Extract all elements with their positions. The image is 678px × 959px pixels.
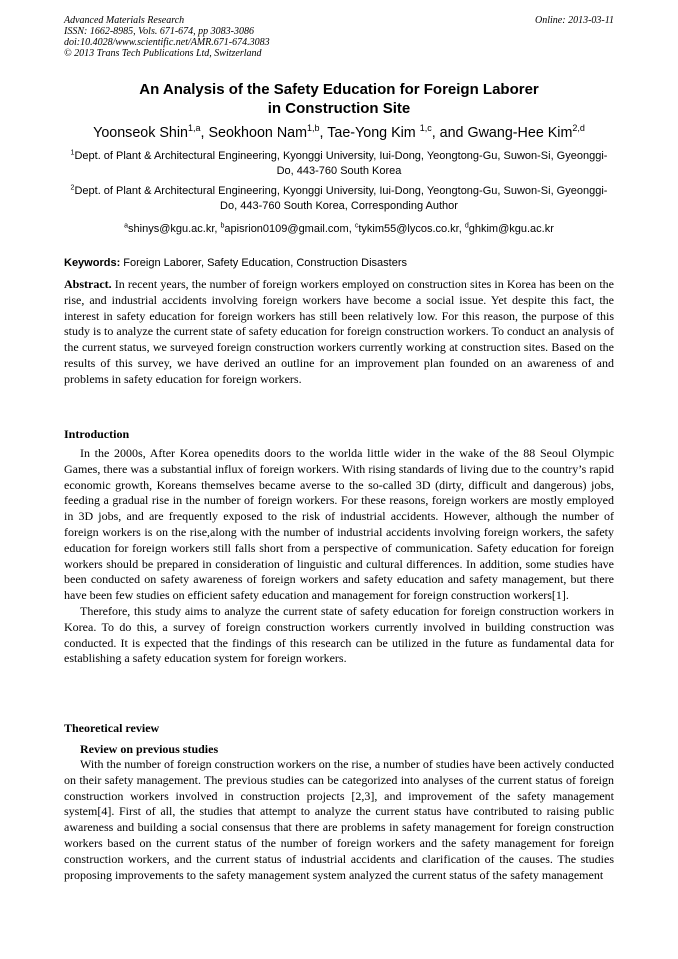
journal-doi: doi:10.4028/www.scientific.net/AMR.671-674.3083 <box>64 37 270 48</box>
author-affil-mark: 1,b <box>307 123 320 134</box>
author-name: Tae-Yong Kim <box>327 125 420 141</box>
author-affil-mark: 2,d <box>572 123 585 134</box>
affiliation-text: Dept. of Plant & Architectural Engineering, Kyonggi University, Iui-Dong, Yeongtong-Gu, Suwon-Si, Gyeonggi-Do, 443-760 South Korea <box>74 150 608 177</box>
email-address: tykim55@lycos.co.kr, <box>358 223 465 235</box>
author-separator: , and <box>431 125 468 141</box>
previous-studies-subheading: Review on previous studies <box>80 742 219 756</box>
journal-issn: ISSN: 1662-8985, Vols. 671-674, pp 3083-3086 <box>64 26 254 37</box>
introduction-paragraph-1: In the 2000s, After Korea openedits doors to the worlda little wider in the wake of the 88 Seoul Olympic Games, there was a substantial influx of foreign workers. With rising standards of living due to the country’s rapid economic growth, Koreans themselves became averse to the so-called 3D (dirty, difficult and dangerous) jobs, feeding a gradual rise in the number of foreign workers. For these reasons, foreign workers are mostly employed in 3D jobs, and are frequently exposed to the risk of industrial accidents. However, although the number of foreign workers is on the rise,along with the number of industrial accidents involving foreign workers, the safety education for foreign workers still falls short from a perspective of communication. Safety education for foreign workers should be prepared in consideration of linguistic and cultural differences. In addition, some studies have been conducted on safety awareness of foreign workers and safety education and safety management, but there have been few studies on efficient safety education and management for foreign construction workers[1]. <box>64 446 614 603</box>
affiliation-2 <box>64 184 614 214</box>
affiliation-mark: 2 <box>70 184 75 192</box>
journal-copyright: © 2013 Trans Tech Publications Ltd, Switzerland <box>64 48 262 59</box>
introduction-body <box>64 446 614 667</box>
affiliation-1 <box>64 149 614 179</box>
journal-name: Advanced Materials Research <box>64 15 185 26</box>
email-mark: c <box>354 222 359 230</box>
author-name: Seokhoon Nam <box>208 125 308 141</box>
author-list <box>64 124 614 142</box>
email-address: apisrion0109@gmail.com, <box>224 223 355 235</box>
theoretical-paragraph-1: With the number of foreign construction workers on the rise, a number of studies have been actively conducted on their safety management. The previous studies can be categorized into analyses of the current status of foreign construction workers involved in construction projects [2,3], and improvement of the safety management system[4]. First of all, the studies that attempt to analyze the current status have contributed to raising public awareness and building a social consensus that there are problems in safety management for foreign construction workers based on the current status of the number of foreign workers and the safety management for foreign construction workers, and the current status of industrial accidents and clarification of the causes. The studies proposing improvements to the safety management system analyzed the current status of the safety management <box>64 757 614 882</box>
journal-header <box>64 15 614 59</box>
author-name: Yoonseok Shin <box>93 125 188 141</box>
theoretical-review-body <box>64 757 614 883</box>
theoretical-review-heading: Theoretical review <box>64 721 160 735</box>
author-separator: , <box>200 125 209 141</box>
author-name: Gwang-Hee Kim <box>467 125 573 141</box>
abstract-text: In recent years, the number of foreign workers employed on construction sites in Korea has been on the rise, and industrial accidents involving foreign workers have become a social issue. Yet despite this fact, the interest in safety education for foreign workers has still been relatively low. For this reason, the purpose of this study is to analyze the current state of safety education for foreign construction workers. To conduct an analysis of the current status, we surveyed foreign construction workers currently working at construction sites. Based on the results of this survey, we have derived an outline for an improvement plan founded on an awareness of and problems in safety education for foreign workers. <box>64 277 614 386</box>
affiliation-mark: 1 <box>70 149 75 157</box>
keywords-text: Foreign Laborer, Safety Education, Construction Disasters <box>120 257 408 269</box>
author-affil-mark: 1,a <box>187 123 201 134</box>
introduction-heading: Introduction <box>64 427 130 441</box>
abstract-label: Abstract. <box>64 277 112 291</box>
author-separator: , <box>319 125 328 141</box>
affiliation-text: Dept. of Plant & Architectural Engineering, Kyonggi University, Iui-Dong, Yeongtong-Gu, Suwon-Si, Gyeonggi-Do, 443-760 South Korea, Corresponding Author <box>74 185 608 212</box>
author-emails <box>64 222 614 237</box>
introduction-paragraph-2: Therefore, this study aims to analyze the current state of safety education for foreign construction workers in Korea. To do this, a survey of foreign construction workers currently involved in building construction was conducted. It is expected that the findings of this research can be utilized in the future as fundamental data for establishing a safety education system for foreign workers. <box>64 603 614 666</box>
email-address: ghkim@kgu.ac.kr <box>468 223 554 235</box>
email-mark: a <box>124 222 129 230</box>
keywords-label: Keywords: <box>64 257 121 269</box>
author-affil-mark: 1,c <box>419 123 432 134</box>
abstract <box>64 277 614 388</box>
title-line-2: in Construction Site <box>267 100 411 117</box>
email-mark: d <box>464 222 469 230</box>
paper-title <box>64 80 614 118</box>
title-line-1: An Analysis of the Safety Education for Foreign Laborer <box>139 81 539 98</box>
online-date: Online: 2013-03-11 <box>535 15 614 26</box>
email-mark: b <box>220 222 225 230</box>
keywords <box>64 256 614 271</box>
email-address: shinys@kgu.ac.kr, <box>128 223 221 235</box>
